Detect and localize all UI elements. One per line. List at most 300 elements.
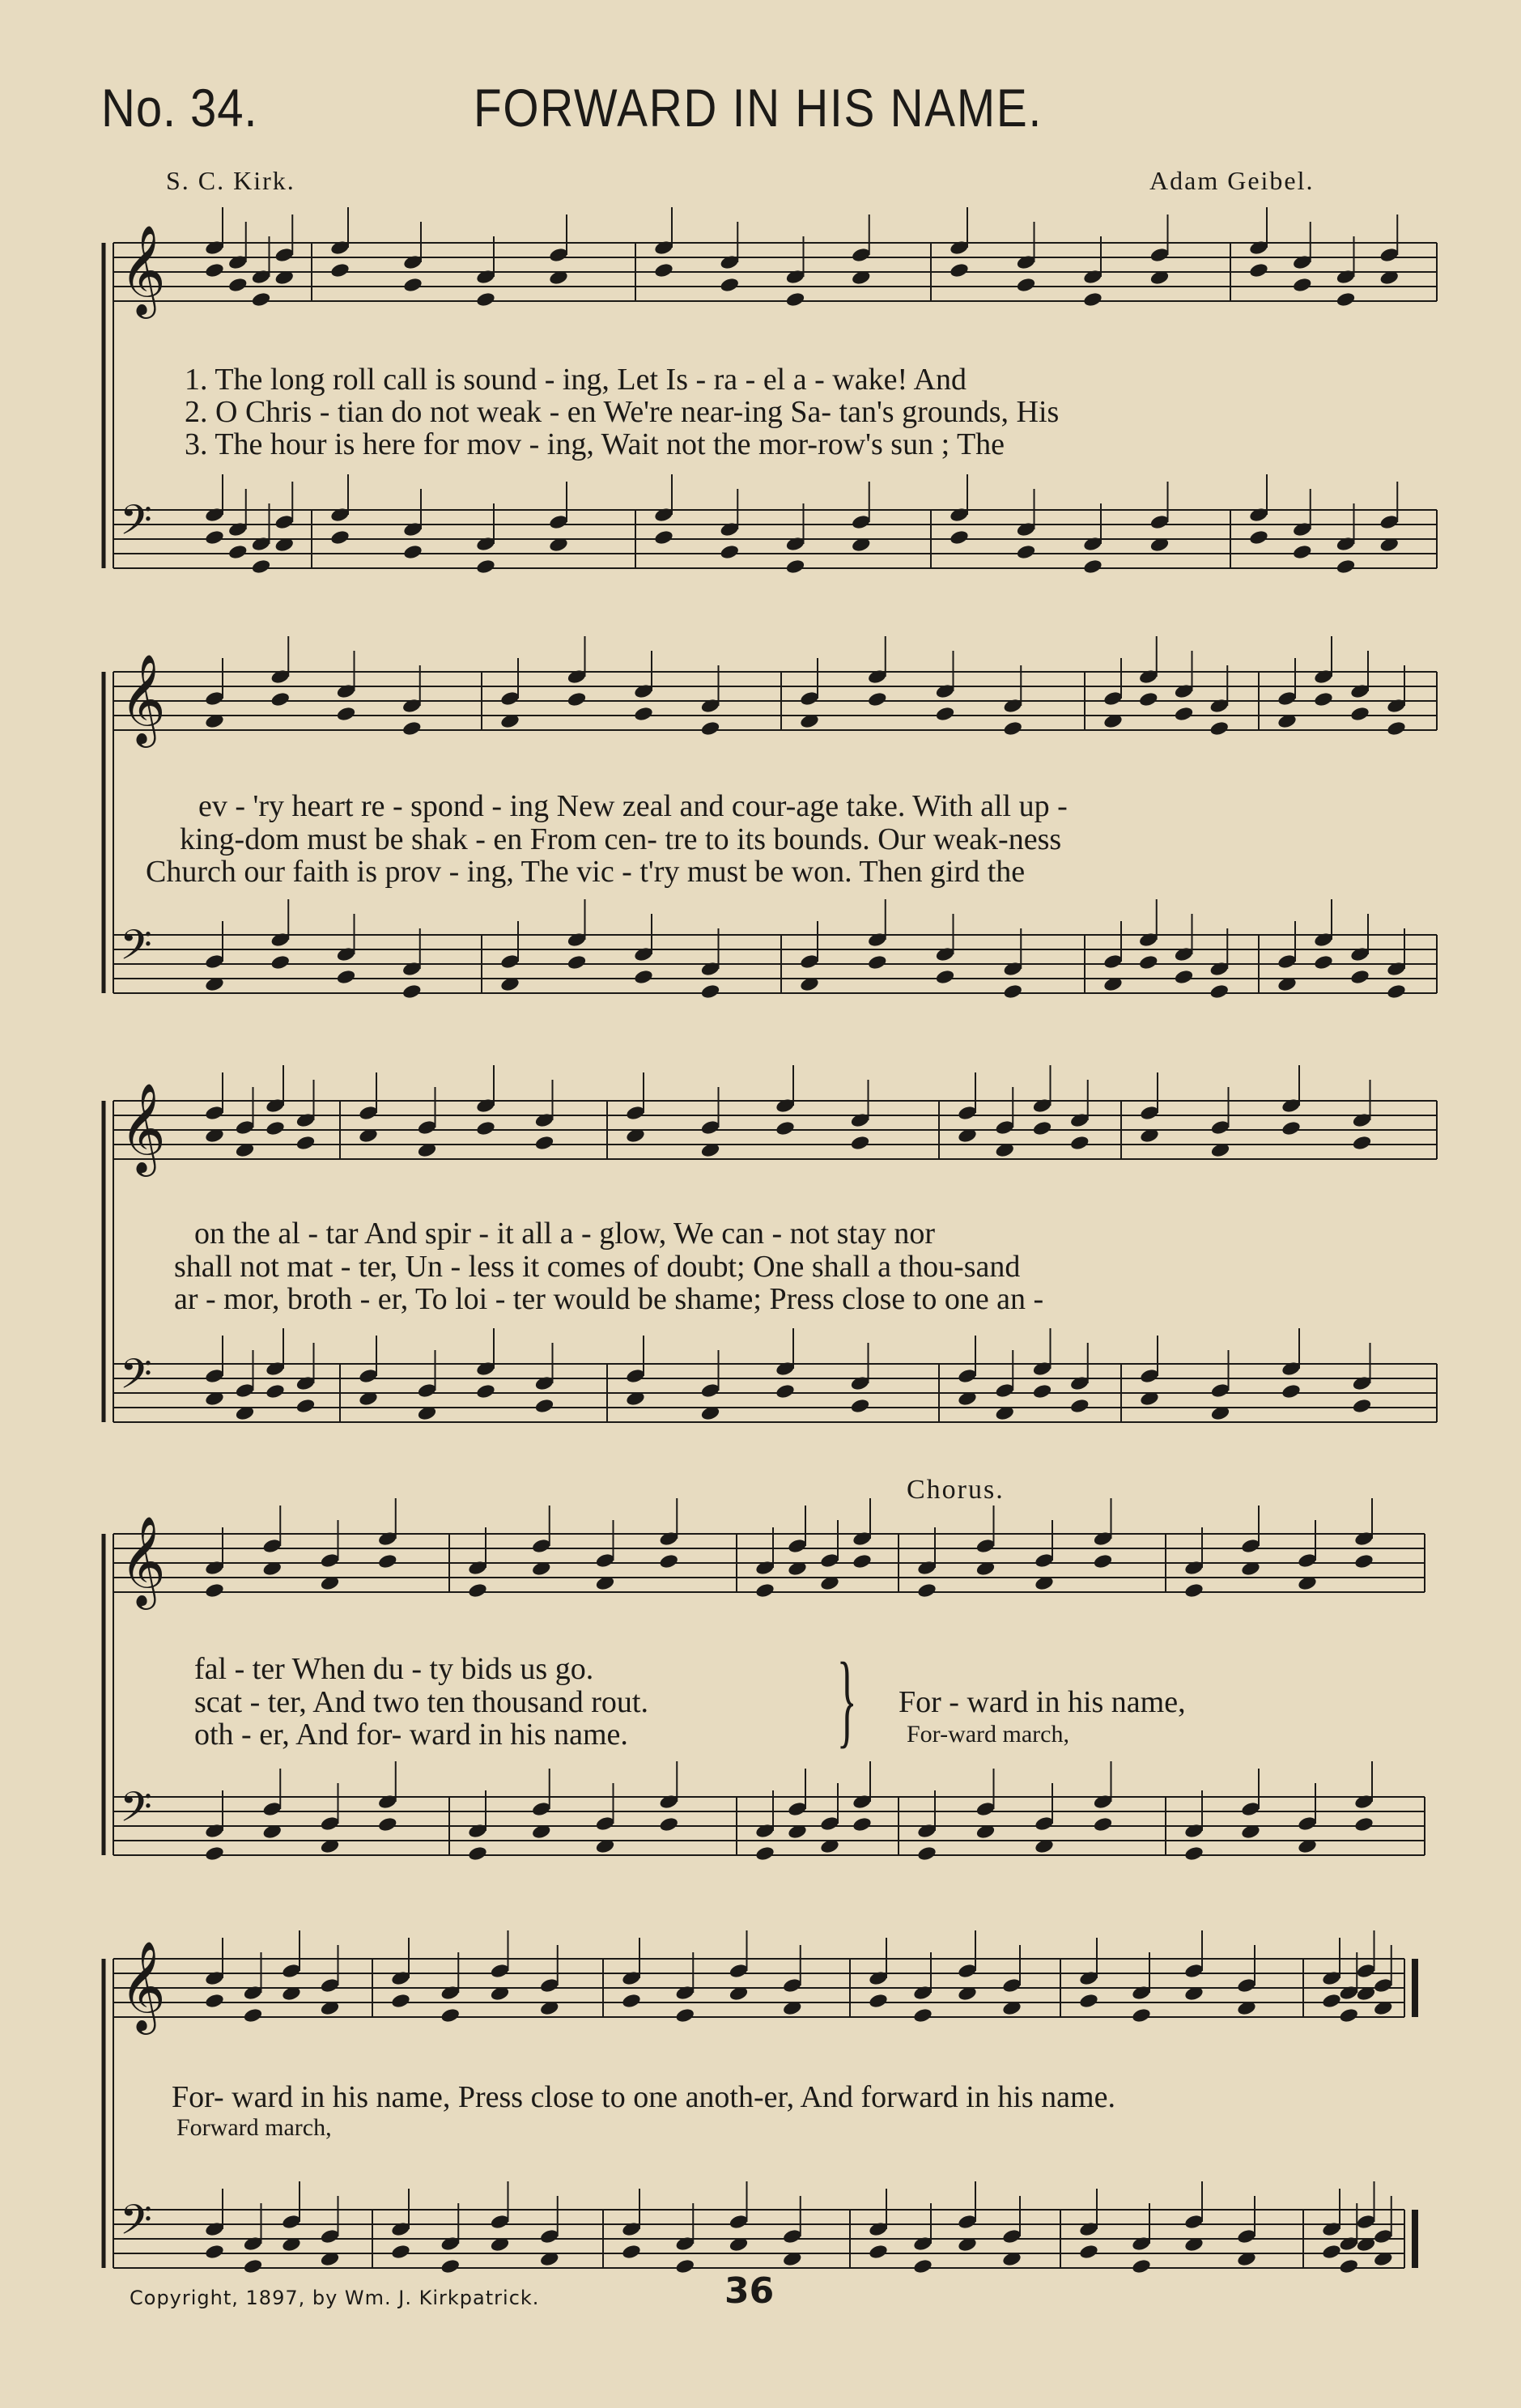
lyricist-credit: S. C. Kirk.	[166, 166, 295, 195]
notehead	[204, 529, 224, 546]
notehead	[867, 954, 887, 971]
notehead	[1321, 1970, 1341, 1987]
notehead	[531, 1538, 551, 1555]
notehead	[1352, 1398, 1372, 1415]
notehead	[1386, 720, 1406, 737]
notehead	[867, 691, 887, 708]
notehead	[417, 1382, 437, 1399]
notehead	[850, 1135, 870, 1152]
notehead	[270, 669, 291, 686]
notehead	[1069, 1112, 1090, 1129]
notehead	[329, 262, 350, 279]
notehead	[935, 683, 955, 700]
notehead	[204, 2244, 224, 2261]
notehead	[1131, 2007, 1151, 2024]
notehead	[204, 2221, 224, 2238]
notehead	[799, 953, 819, 970]
notehead	[1138, 669, 1158, 686]
notehead	[440, 2258, 461, 2275]
notehead	[775, 1361, 795, 1378]
notehead	[1032, 1098, 1052, 1115]
notehead	[329, 240, 350, 257]
notehead	[1210, 1382, 1230, 1399]
notehead	[401, 961, 422, 978]
notehead	[1297, 1552, 1317, 1569]
chorus-label: Chorus.	[907, 1475, 1005, 1505]
notehead	[621, 1993, 641, 2010]
notehead	[567, 691, 587, 708]
notehead	[1003, 961, 1023, 978]
notehead	[1379, 514, 1400, 531]
lyric-line: shall not mat - ter, Un - less it comes of doubt; One shall a thou-sand	[174, 1250, 1021, 1284]
notehead	[1281, 1120, 1301, 1137]
notehead	[787, 1538, 807, 1555]
notehead	[204, 1823, 224, 1840]
notehead	[1082, 269, 1103, 286]
notehead	[1386, 983, 1406, 1000]
notehead	[1297, 1816, 1317, 1833]
notehead	[1174, 969, 1194, 986]
lyric-line: oth - er, And for- ward in his name.	[194, 1718, 628, 1752]
notehead	[336, 706, 356, 723]
notehead	[1313, 691, 1333, 708]
notehead	[916, 1560, 937, 1577]
notehead	[621, 1970, 641, 1987]
notehead	[475, 269, 495, 286]
notehead	[251, 558, 271, 575]
notehead	[320, 1816, 340, 1833]
notehead	[625, 1368, 645, 1385]
lyric-line: ev - 'ry heart re - spond - ing New zeal and cour-age take. With all up -	[198, 789, 1068, 823]
notehead	[729, 2214, 749, 2231]
notehead	[567, 954, 587, 971]
notehead	[1379, 247, 1400, 264]
notehead	[957, 1368, 977, 1385]
notehead	[1149, 514, 1170, 531]
notehead	[1373, 1977, 1393, 1994]
notehead	[1240, 1538, 1260, 1555]
notehead	[490, 1963, 510, 1980]
notehead	[754, 1823, 775, 1840]
notehead	[1352, 1112, 1372, 1129]
notehead	[251, 269, 271, 286]
notehead	[754, 1560, 775, 1577]
notehead	[539, 1977, 559, 1994]
notehead	[204, 1970, 224, 1987]
notehead	[227, 277, 248, 294]
notehead	[204, 240, 224, 257]
notehead	[1016, 254, 1036, 271]
notehead	[475, 1383, 495, 1400]
notehead	[1001, 2228, 1022, 2245]
notehead	[1174, 946, 1194, 963]
notehead	[440, 2236, 461, 2253]
notehead	[935, 969, 955, 986]
notehead	[633, 946, 653, 963]
notehead	[675, 2007, 695, 2024]
notehead	[1339, 1985, 1359, 2002]
notehead	[281, 1963, 301, 1980]
notehead	[534, 1375, 554, 1392]
notehead	[868, 2244, 888, 2261]
notehead	[957, 1963, 977, 1980]
notehead	[1349, 946, 1370, 963]
notehead	[204, 262, 224, 279]
notehead	[700, 1119, 720, 1136]
notehead	[754, 1582, 775, 1599]
notehead	[1277, 690, 1297, 707]
notehead	[675, 2258, 695, 2275]
notehead	[1149, 247, 1170, 264]
notehead	[548, 247, 568, 264]
notehead	[1016, 277, 1036, 294]
notehead	[320, 1552, 340, 1569]
notehead	[1336, 536, 1356, 553]
notehead	[851, 514, 871, 531]
notehead	[204, 1993, 224, 2010]
notehead	[390, 2244, 410, 2261]
notehead	[1352, 1135, 1372, 1152]
lyric-line: 1. The long roll call is sound - ing, Let Is - ra - el a - wake! And	[185, 363, 967, 397]
bass-clef-icon: 𝄢	[120, 920, 152, 979]
notehead	[633, 969, 653, 986]
lyric-line: king-dom must be shak - en From cen- tre to its bounds. Our weak-ness	[180, 822, 1062, 856]
notehead	[1209, 961, 1230, 978]
notehead	[270, 954, 291, 971]
notehead	[659, 1531, 679, 1548]
notehead	[975, 1801, 996, 1818]
notehead	[295, 1135, 316, 1152]
notehead	[1183, 1963, 1204, 1980]
notehead	[621, 2244, 641, 2261]
notehead	[957, 1105, 977, 1122]
notehead	[1003, 698, 1023, 715]
notehead	[295, 1398, 316, 1415]
notehead	[1016, 521, 1036, 538]
notehead	[916, 1823, 937, 1840]
notehead	[1131, 1985, 1151, 2002]
notehead	[475, 1098, 495, 1115]
notehead	[653, 240, 673, 257]
notehead	[819, 1552, 839, 1569]
notehead	[1373, 2228, 1393, 2245]
notehead	[868, 2221, 888, 2238]
notehead	[1183, 1582, 1204, 1599]
notehead	[653, 507, 673, 524]
notehead	[1352, 1375, 1372, 1392]
notehead	[720, 277, 740, 294]
notehead	[775, 1120, 795, 1137]
notehead	[975, 1538, 996, 1555]
notehead	[475, 1361, 495, 1378]
lyric-line: fal - ter When du - ty bids us go.	[194, 1652, 594, 1686]
notehead	[320, 2228, 340, 2245]
notehead	[1339, 2258, 1359, 2275]
notehead	[850, 1112, 870, 1129]
treble-clef-icon: 𝄞	[120, 1515, 166, 1606]
notehead	[775, 1098, 795, 1115]
verse-brace: }	[836, 1641, 857, 1758]
notehead	[1336, 558, 1356, 575]
notehead	[653, 529, 673, 546]
notehead	[775, 1383, 795, 1400]
notehead	[358, 1105, 378, 1122]
notehead	[852, 1794, 872, 1811]
notehead	[1248, 240, 1268, 257]
notehead	[1209, 698, 1230, 715]
notehead	[1183, 1845, 1204, 1862]
notehead	[949, 262, 969, 279]
notehead	[1236, 1977, 1256, 1994]
notehead	[1240, 1801, 1260, 1818]
notehead	[1386, 698, 1406, 715]
notehead	[1210, 1119, 1230, 1136]
notehead	[1281, 1383, 1301, 1400]
notehead	[1209, 983, 1230, 1000]
notehead	[475, 291, 495, 308]
lyric-line: Church our faith is prov - ing, The vic - t'ry must be won. Then gird the	[146, 855, 1026, 889]
notehead	[949, 240, 969, 257]
notehead	[401, 983, 422, 1000]
notehead	[204, 1582, 224, 1599]
notehead	[1236, 2228, 1256, 2245]
notehead	[235, 1382, 255, 1399]
notehead	[1082, 536, 1103, 553]
notehead	[1349, 969, 1370, 986]
notehead	[868, 1970, 888, 1987]
notehead	[1386, 961, 1406, 978]
notehead	[1078, 2244, 1098, 2261]
notehead	[377, 1816, 397, 1833]
notehead	[227, 254, 248, 271]
notehead	[204, 507, 224, 524]
notehead	[912, 1985, 933, 2002]
notehead	[1093, 1816, 1113, 1833]
notehead	[625, 1105, 645, 1122]
notehead	[1093, 1794, 1113, 1811]
notehead	[935, 706, 955, 723]
notehead	[1034, 1552, 1054, 1569]
notehead	[1139, 1368, 1159, 1385]
notehead	[633, 706, 653, 723]
notehead	[329, 529, 350, 546]
notehead	[377, 1553, 397, 1570]
notehead	[912, 2007, 933, 2024]
notehead	[659, 1816, 679, 1833]
notehead	[1321, 2244, 1341, 2261]
notehead	[1103, 690, 1123, 707]
notehead	[251, 536, 271, 553]
notehead	[1353, 1794, 1374, 1811]
notehead	[295, 1375, 316, 1392]
notehead	[787, 1801, 807, 1818]
notehead	[1139, 1105, 1159, 1122]
notehead	[377, 1531, 397, 1548]
treble-clef-icon: 𝄞	[120, 653, 166, 744]
notehead	[531, 1801, 551, 1818]
notehead	[995, 1382, 1015, 1399]
notehead	[675, 1985, 695, 2002]
notehead	[1131, 2236, 1151, 2253]
notehead	[390, 2221, 410, 2238]
composer-credit: Adam Geibel.	[1149, 166, 1315, 195]
notehead	[595, 1816, 615, 1833]
bass-clef-icon: 𝄢	[120, 1349, 152, 1408]
lyric-line: 3. The hour is here for mov - ing, Wait not the mor-row's sun ; The	[185, 427, 1005, 461]
notehead	[1356, 1963, 1376, 1980]
notehead	[633, 683, 653, 700]
notehead	[653, 262, 673, 279]
notehead	[1131, 2258, 1151, 2275]
notehead	[251, 291, 271, 308]
notehead	[1248, 529, 1268, 546]
treble-clef-icon: 𝄞	[120, 1082, 166, 1173]
notehead	[949, 507, 969, 524]
notehead	[916, 1845, 937, 1862]
notehead	[204, 953, 224, 970]
copyright-notice: Copyright, 1897, by Wm. J. Kirkpatrick.	[130, 2287, 540, 2309]
notehead	[548, 514, 568, 531]
notehead	[1183, 1823, 1204, 1840]
notehead	[1003, 983, 1023, 1000]
notehead	[868, 1993, 888, 2010]
bass-clef-icon: 𝄢	[120, 495, 152, 554]
notehead	[402, 277, 423, 294]
notehead	[850, 1398, 870, 1415]
notehead	[1069, 1135, 1090, 1152]
notehead	[799, 690, 819, 707]
notehead	[1336, 291, 1356, 308]
notehead	[1209, 720, 1230, 737]
notehead	[1078, 1970, 1098, 1987]
notehead	[785, 536, 805, 553]
notehead	[867, 669, 887, 686]
sub-lyric: Forward march,	[176, 2114, 332, 2141]
notehead	[204, 1560, 224, 1577]
notehead	[1138, 691, 1158, 708]
notehead	[320, 1977, 340, 1994]
notehead	[534, 1398, 554, 1415]
notehead	[720, 544, 740, 561]
notehead	[204, 690, 224, 707]
notehead	[204, 1845, 224, 1862]
notehead	[720, 254, 740, 271]
notehead	[567, 669, 587, 686]
notehead	[852, 1531, 872, 1548]
notehead	[819, 1816, 839, 1833]
lyric-line: on the al - tar And spir - it all a - glow, We can - not stay nor	[194, 1217, 936, 1251]
notehead	[700, 720, 720, 737]
notehead	[1078, 1993, 1098, 2010]
treble-clef-icon: 𝄞	[120, 224, 166, 315]
notehead	[1248, 507, 1268, 524]
notehead	[1321, 2221, 1341, 2238]
notehead	[916, 1582, 937, 1599]
notehead	[227, 544, 248, 561]
bass-clef-icon: 𝄢	[120, 2195, 152, 2254]
notehead	[1032, 1361, 1052, 1378]
notehead	[336, 946, 356, 963]
notehead	[336, 683, 356, 700]
notehead	[490, 2214, 510, 2231]
notehead	[1349, 706, 1370, 723]
treble-clef-icon: 𝄞	[120, 1940, 166, 2031]
notehead	[534, 1112, 554, 1129]
notehead	[281, 2214, 301, 2231]
hymn-number: No. 34.	[101, 78, 258, 138]
notehead	[782, 1977, 802, 1994]
notehead	[785, 291, 805, 308]
notehead	[243, 2236, 263, 2253]
notehead	[499, 953, 520, 970]
notehead	[243, 2007, 263, 2024]
notehead	[274, 514, 295, 531]
notehead	[401, 720, 422, 737]
lyric-line: ar - mor, broth - er, To loi - ter would be shame; Press close to one an -	[174, 1282, 1044, 1316]
notehead	[417, 1119, 437, 1136]
notehead	[467, 1560, 487, 1577]
notehead	[995, 1119, 1015, 1136]
notehead	[1032, 1120, 1052, 1137]
notehead	[949, 529, 969, 546]
chorus-sub-lyric: For-ward march,	[907, 1721, 1069, 1748]
notehead	[852, 1816, 872, 1833]
notehead	[402, 254, 423, 271]
notehead	[785, 269, 805, 286]
notehead	[265, 1361, 285, 1378]
notehead	[1339, 2007, 1359, 2024]
notehead	[675, 2236, 695, 2253]
notehead	[1292, 254, 1312, 271]
notehead	[1034, 1816, 1054, 1833]
notehead	[957, 2214, 977, 2231]
notehead	[1292, 521, 1312, 538]
hymn-title: FORWARD IN HIS NAME.	[474, 78, 1043, 138]
notehead	[336, 969, 356, 986]
notehead	[851, 247, 871, 264]
notehead	[1069, 1398, 1090, 1415]
notehead	[377, 1794, 397, 1811]
notehead	[1003, 720, 1023, 737]
notehead	[1353, 1531, 1374, 1548]
page-number: 36	[724, 2270, 775, 2312]
notehead	[1356, 2214, 1376, 2231]
notehead	[499, 690, 520, 707]
notehead	[475, 558, 495, 575]
notehead	[1138, 954, 1158, 971]
notehead	[262, 1538, 283, 1555]
notehead	[1292, 277, 1312, 294]
notehead	[621, 2221, 641, 2238]
notehead	[659, 1794, 679, 1811]
notehead	[1336, 269, 1356, 286]
notehead	[1103, 953, 1123, 970]
notehead	[265, 1383, 285, 1400]
notehead	[1183, 2214, 1204, 2231]
notehead	[329, 507, 350, 524]
notehead	[852, 1553, 872, 1570]
notehead	[539, 2228, 559, 2245]
notehead	[1281, 1098, 1301, 1115]
notehead	[204, 1105, 224, 1122]
notehead	[402, 544, 423, 561]
notehead	[1248, 262, 1268, 279]
notehead	[700, 698, 720, 715]
notehead	[1032, 1383, 1052, 1400]
notehead	[785, 558, 805, 575]
notehead	[274, 247, 295, 264]
notehead	[1353, 1553, 1374, 1570]
